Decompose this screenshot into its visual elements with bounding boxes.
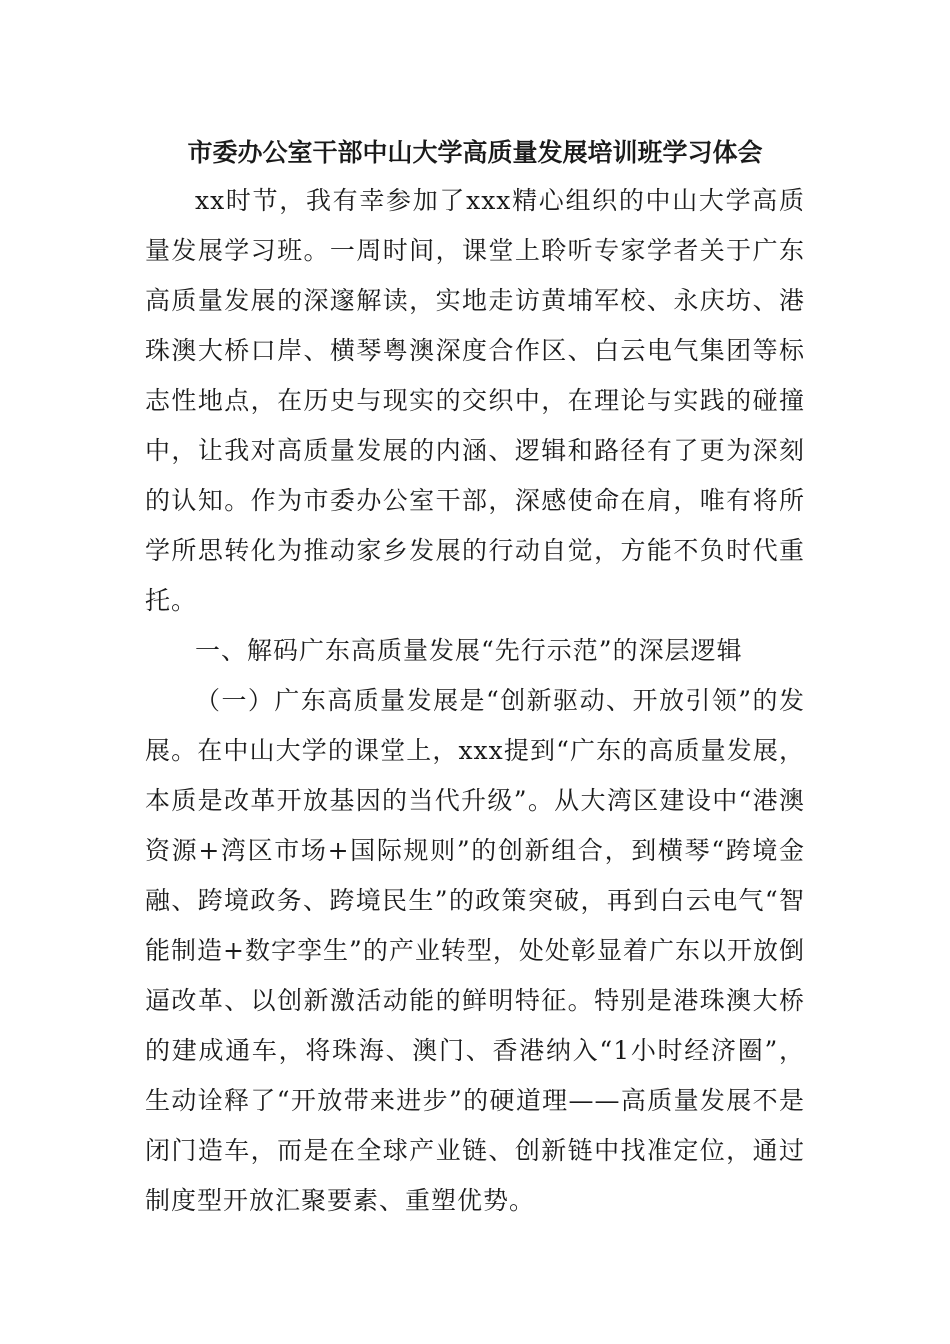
document-body: [145, 176, 805, 1226]
intro-paragraph: xx时节，我有幸参加了xxx精心组织的中山大学高质量发展学习班。一周时间，课堂上聆听专家学者关于广东高质量发展的深邃解读，实地走访黄埔军校、永庆坊、港珠澳大桥口岸、横琴粤澳深度合作区、白云电气集团等标志性地点，在历史与现实的交织中，在理论与实践的碰撞中，让我对高质量发展的内涵、逻辑和路径有了更为深刻的认知。作为市委办公室干部，深感使命在肩，唯有将所学所思转化为推动家乡发展的行动自觉，方能不负时代重托。: [145, 186, 805, 615]
document-title: 市委办公室干部中山大学高质量发展培训班学习体会: [187, 138, 763, 167]
section-heading: 一、解码广东高质量发展“先行示范”的深层逻辑: [195, 636, 743, 665]
subsection-paragraph: （一）广东高质量发展是“创新驱动、开放引领”的发展。在中山大学的课堂上，xxx提到“广东的高质量发展，本质是改革开放基因的当代升级”。从大湾区建设中“港澳资源+湾区市场+国际规则”的创新组合，到横琴“跨境金融、跨境政务、跨境民生”的政策突破，再到白云电气“智能制造+数字孪生”的产业转型，处处彰显着广东以开放倒逼改革、以创新激活动能的鲜明特征。特别是港珠澳大桥的建成通车，将珠海、澳门、香港纳入“1小时经济圈”，生动诠释了“开放带来进步”的硬道理——高质量发展不是闭门造车，而是在全球产业链、创新链中找准定位，通过制度型开放汇聚要素、重塑优势。: [145, 686, 805, 1215]
